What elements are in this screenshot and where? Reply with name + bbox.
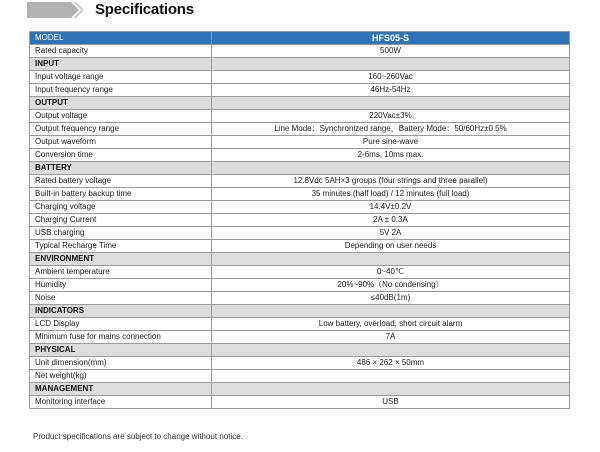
- spec-table: [29, 31, 570, 409]
- table-row: [30, 214, 570, 227]
- section-filler: [212, 162, 570, 175]
- spec-label: Output frequency range: [30, 123, 212, 136]
- spec-label: Input voltage range: [30, 71, 212, 84]
- table-row: [30, 266, 570, 279]
- section-header-row: [30, 305, 570, 318]
- table-row: [30, 357, 570, 370]
- spec-label: Minimum fuse for mains connection: [30, 331, 212, 344]
- table-row: [30, 123, 570, 136]
- spec-value: 20%~90%（No condensing）: [212, 279, 570, 292]
- table-row: [30, 331, 570, 344]
- section-header-row: [30, 253, 570, 266]
- table-row: [30, 175, 570, 188]
- spec-value: 2A ± 0.3A: [212, 214, 570, 227]
- section-filler: [212, 253, 570, 266]
- spec-value: ≤40dB(1m): [212, 292, 570, 305]
- table-row: [30, 149, 570, 162]
- table-row: [30, 188, 570, 201]
- table-row: [30, 110, 570, 123]
- spec-label: Typical Recharge Time: [30, 240, 212, 253]
- section-header-row: [30, 162, 570, 175]
- spec-value: 35 minutes (half load) / 12 minutes (full load): [212, 188, 570, 201]
- spec-label: Input frequency range: [30, 84, 212, 97]
- section-title: OUTPUT: [30, 97, 212, 110]
- spec-label: Rated capacity: [30, 45, 212, 58]
- table-row: [30, 201, 570, 214]
- spec-label: Rated battery voltage: [30, 175, 212, 188]
- spec-value: 2-6ms, 10ms max.: [212, 149, 570, 162]
- section-title: ENVIRONMENT: [30, 253, 212, 266]
- spec-value: 46Hz-54Hz: [212, 84, 570, 97]
- page-title: Specifications: [95, 1, 194, 18]
- spec-value: Low battery, overload, short circuit alarm: [212, 318, 570, 331]
- spec-value: Line Mode：Synchronized range，Battery Mode：50/60Hz±0.5%: [212, 123, 570, 136]
- model-row: [30, 32, 570, 45]
- spec-value: 12.8Vdc 5AH×3 groups (four strings and three parallel): [212, 175, 570, 188]
- spec-value: 5V 2A: [212, 227, 570, 240]
- table-row: [30, 45, 570, 58]
- section-filler: [212, 383, 570, 396]
- spec-label: Ambient temperature: [30, 266, 212, 279]
- model-label: MODEL: [30, 32, 212, 45]
- spec-label: Humidity: [30, 279, 212, 292]
- page-header: [0, 0, 600, 22]
- section-header-row: [30, 383, 570, 396]
- spec-label: Noise: [30, 292, 212, 305]
- spec-label: Conversion time: [30, 149, 212, 162]
- spec-value: [212, 370, 570, 383]
- section-filler: [212, 58, 570, 71]
- section-title: MANAGEMENT: [30, 383, 212, 396]
- spec-label: Net weight(kg): [30, 370, 212, 383]
- section-filler: [212, 97, 570, 110]
- spec-value: 0~40℃: [212, 266, 570, 279]
- table-row: [30, 279, 570, 292]
- spec-label: LCD Display: [30, 318, 212, 331]
- arrow-bar-icon: [27, 2, 83, 18]
- footnote: Product specifications are subject to change without notice.: [33, 432, 243, 441]
- section-filler: [212, 344, 570, 357]
- table-row: [30, 370, 570, 383]
- spec-label: Charging voltage: [30, 201, 212, 214]
- table-row: [30, 240, 570, 253]
- section-header-row: [30, 58, 570, 71]
- spec-value: 220Vac±3%: [212, 110, 570, 123]
- spec-value: USB: [212, 396, 570, 409]
- spec-label: Output voltage: [30, 110, 212, 123]
- model-value: HFS05-S: [212, 32, 570, 45]
- section-header-row: [30, 97, 570, 110]
- spec-label: Unit dimension(mm): [30, 357, 212, 370]
- spec-label: Charging Current: [30, 214, 212, 227]
- section-filler: [212, 305, 570, 318]
- spec-value: 486 × 262 × 50mm: [212, 357, 570, 370]
- table-row: [30, 84, 570, 97]
- section-header-row: [30, 344, 570, 357]
- spec-value: 500W: [212, 45, 570, 58]
- table-row: [30, 396, 570, 409]
- table-row: [30, 318, 570, 331]
- table-row: [30, 292, 570, 305]
- table-row: [30, 71, 570, 84]
- section-title: BATTERY: [30, 162, 212, 175]
- section-title: PHYSICAL: [30, 344, 212, 357]
- section-title: INPUT: [30, 58, 212, 71]
- spec-value: 160~260Vac: [212, 71, 570, 84]
- spec-value: Pure sine-wave: [212, 136, 570, 149]
- table-row: [30, 136, 570, 149]
- spec-label: Monitoring interface: [30, 396, 212, 409]
- table-row: [30, 227, 570, 240]
- spec-value: 14.4V±0.2V: [212, 201, 570, 214]
- spec-label: Built-in battery backup time: [30, 188, 212, 201]
- spec-value: Depending on user needs: [212, 240, 570, 253]
- spec-label: USB charging: [30, 227, 212, 240]
- spec-value: 7A: [212, 331, 570, 344]
- section-title: INDICATORS: [30, 305, 212, 318]
- spec-label: Output waveform: [30, 136, 212, 149]
